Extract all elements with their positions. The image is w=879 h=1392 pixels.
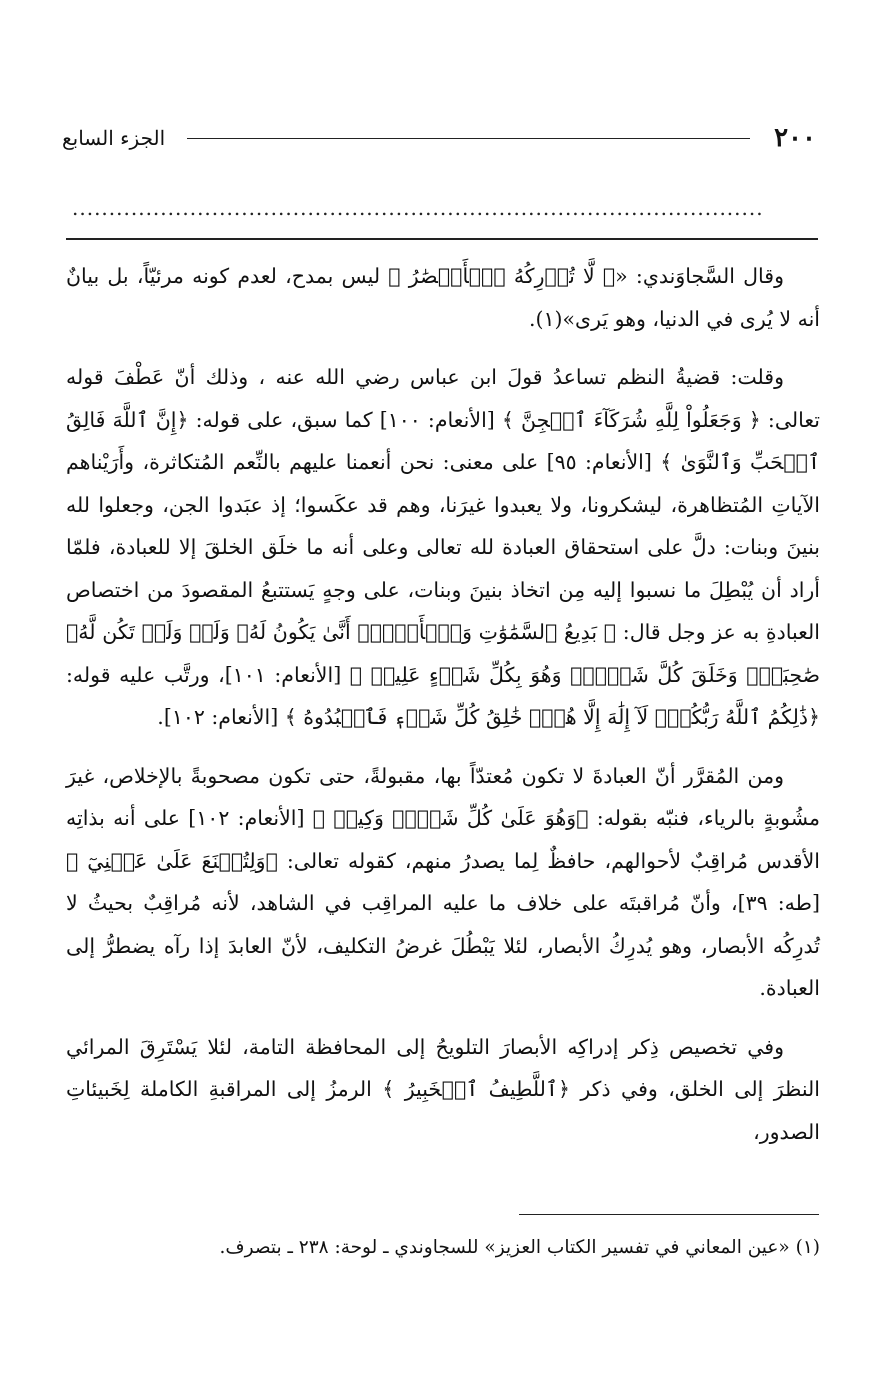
paragraph-1: وقال السَّجاوَندي: «﴿ لَّا تُدۡرِكُهُ ٱلۡأَبۡصَٰرُ ﴾ ليس بمدح، لعدم كونه مرئيّاً، بل بيانٌ أنه لا يُرى في الدنيا، وهو يَرى»(١). — [66, 264, 820, 331]
paragraph-2: وقلت: قضيةُ النظم تساعدُ قولَ ابن عباس رضي الله عنه ، وذلك أنّ عَطْفَ قوله تعالى: ﴿ وَجَعَلُواْ لِلَّهِ شُرَكَآءَ ٱلۡجِنَّ ﴾ [الأنعام: ١٠٠] كما سبق، على قوله: ﴿إِنَّ ٱللَّهَ فَالِقُ ٱلۡحَبِّ وَٱلنَّوَىٰ ﴾ [الأنعام: ٩٥] على معنى: نحن أنعمنا عليهم بالنِّعم المُتكاثرة، وأَرَيْناهم الآياتِ المُتظاهرة، ليشكرونا، ولا يعبدوا غيرَنا، وهم قد عكَسوا؛ إذ عبَدوا الجن، وجعلوا لله بنينَ وبنات: دلَّ على استحقاق العبادة لله تعالى وعلى أنه ما خلَق الخلقَ إلا للعبادة، فلمّا أراد أن يُبْطِلَ ما نسبوا إليه مِن اتخاذ بنينَ وبنات، على وجهٍ يَستتبعُ المقصودَ من اختصاص العبادةِ به عز وجل قال: ﴿ بَدِيعُ ٱلسَّمَٰوَٰتِ وَٱلۡأَرۡضِۖ أَنَّىٰ يَكُونُ لَهُۥ وَلَدٞ وَلَمۡ تَكُن لَّهُۥ صَٰحِبَةٞۖ وَخَلَقَ كُلَّ شَيۡءٖۖ وَهُوَ بِكُلِّ شَيۡءٍ عَلِيمٞ ﴾ [الأنعام: ١٠١]، ورتَّب عليه قوله: ﴿ذَٰلِكُمُ ٱللَّهُ رَبُّكُمۡۖ لَآ إِلَٰهَ إِلَّا هُوَۖ خَٰلِقُ كُلِّ شَيۡءٖ فَٱعۡبُدُوهُ ﴾ [الأنعام: ١٠٢]. — [66, 365, 820, 729]
dotted-separator: .............................................................................................. — [72, 196, 764, 220]
page-header — [62, 118, 816, 158]
main-text — [66, 255, 820, 1153]
footnote: (١) «عين المعاني في تفسير الكتاب العزيز» للسجاوندي ـ لوحة: ٢٣٨ ـ بتصرف. — [219, 1237, 820, 1258]
header-rule — [187, 138, 750, 139]
paragraph-4: وفي تخصيص ذِكر إدراكِه الأبصارَ التلويحُ إلى المحافظة التامة، لئلا يَسْتَرِقَ المرائي النظرَ إلى الخلق، وفي ذكر ﴿ٱللَّطِيفُ ٱلۡخَبِيرُ ﴾ الرمزُ إلى المراقبةِ الكاملة لِخَبيئاتِ الصدور، — [66, 1034, 820, 1144]
separator-line — [66, 238, 818, 240]
part-title: الجزء السابع — [62, 126, 166, 150]
page-number: ٢٠٠ — [774, 123, 816, 153]
paragraph-3: ومن المُقرَّر أنّ العبادةَ لا تكون مُعتدّاً بها، مقبولةً، حتى تكون مصحوبةً بالإخلاص، غيرَ مشُوبةٍ بالرياء، فنبّه بقوله: ﴿وَهُوَ عَلَىٰ كُلِّ شَيۡءٖ وَكِيلٞ ﴾ [الأنعام: ١٠٢] على أنه بذاتِه الأقدس مُراقِبٌ لأحوالهم، حافظٌ لِما يصدرُ منهم، كقوله تعالى: ﴿وَلِتُصۡنَعَ عَلَىٰ عَيۡنِيٓ ﴾ [طه: ٣٩]، وأنّ مُراقبتَه على خلاف ما عليه المراقِب في الشاهد، لأنه مُراقِبٌ بحيثُ لا تُدرِكُه الأبصار، وهو يُدرِكُ الأبصار، لئلا يَبْطُلَ غرضُ التكليف، لأنّ العابدَ إذا رآه يضطرُّ إلى العبادة. — [66, 763, 820, 1000]
footnote-rule — [519, 1214, 819, 1215]
